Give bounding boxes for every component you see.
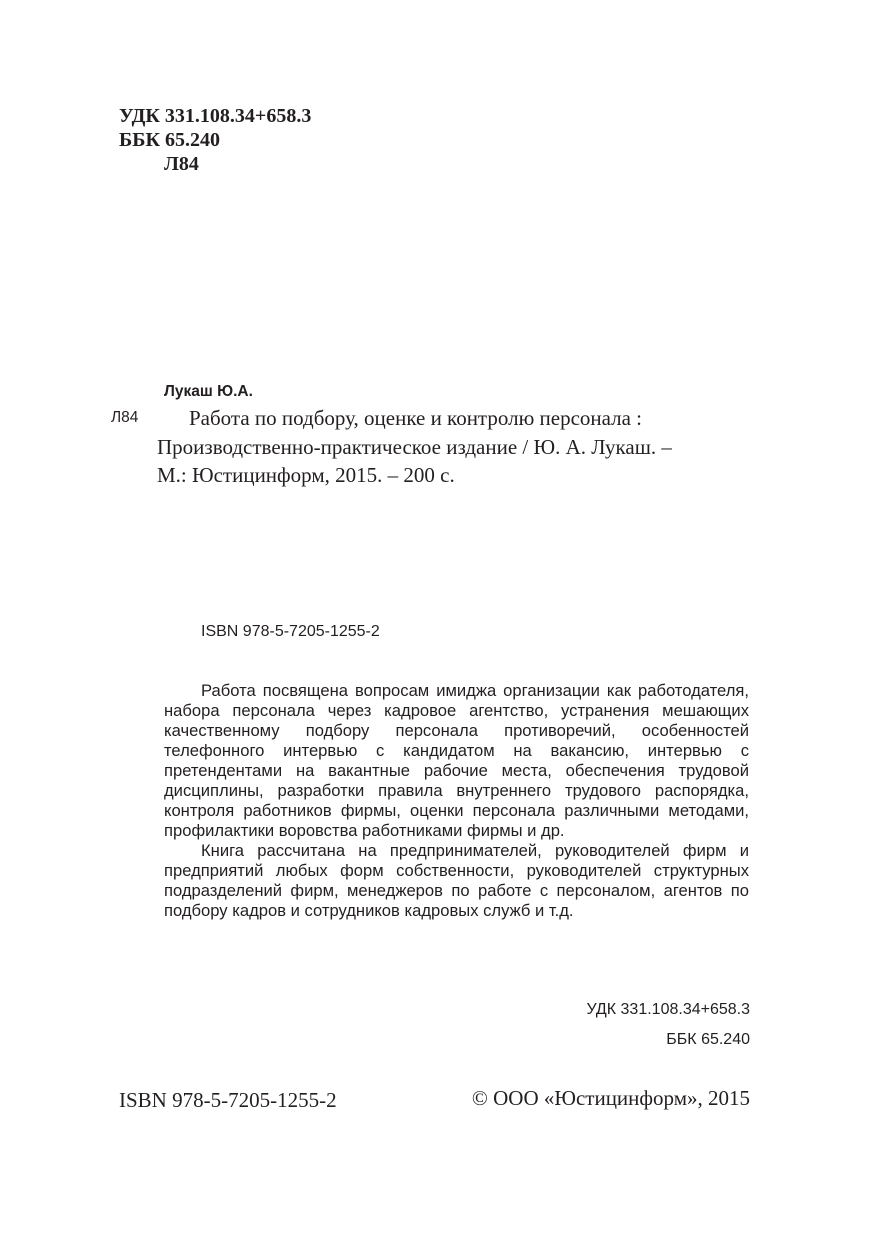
copyright-notice: © ООО «Юстицинформ», 2015 — [471, 1086, 750, 1110]
classification-codes-top — [119, 104, 311, 176]
biblio-line: М.: Юстицинформ, 2015. – 200 с. — [157, 463, 455, 487]
author-mark: Л84 — [164, 153, 199, 175]
bibliographic-description — [157, 404, 672, 490]
footer-isbn: ISBN 978-5-7205-1255-2 — [119, 1088, 337, 1112]
card-author: Лукаш Ю.А. — [164, 383, 253, 400]
bbk-code: ББК 65.240 — [119, 129, 220, 151]
udk-code-bottom: УДК 331.108.34+658.3 — [586, 1001, 750, 1018]
annotation-paragraph: Работа посвящена вопросам имиджа организации как работодателя, набора персонала через кадровое агентство, устранения мешающих качественному подбору персонала противоречий, особенностей телефонного интервью с кандидатом на вакансию, интервью с претендентами на вакантные рабочие места, обеспечения трудовой дисциплины, разработки правила внутреннего трудового распорядка, контроля работников фирмы, оценки персонала различными методами, профилактики воровства работниками фирмы и др. — [164, 681, 749, 840]
card-author-mark: Л84 — [111, 409, 139, 426]
biblio-line: Работа по подбору, оценке и контролю персонала : — [189, 406, 643, 430]
biblio-line: Производственно-практическое издание / Ю. А. Лукаш. – — [157, 434, 672, 459]
card-isbn: ISBN 978-5-7205-1255-2 — [201, 623, 380, 640]
udk-code: УДК 331.108.34+658.3 — [119, 105, 312, 127]
classification-codes-bottom — [586, 995, 750, 1055]
bbk-code-bottom: ББК 65.240 — [666, 1031, 750, 1048]
annotation-paragraph: Книга рассчитана на предпринимателей, руководителей фирм и предприятий любых форм собственности, руководителей структурных подразделений фирм, менеджеров по работе с персоналом, агентов по подбору кадров и сотрудников кадровых служб и т.д. — [164, 841, 749, 920]
annotation — [164, 681, 749, 921]
